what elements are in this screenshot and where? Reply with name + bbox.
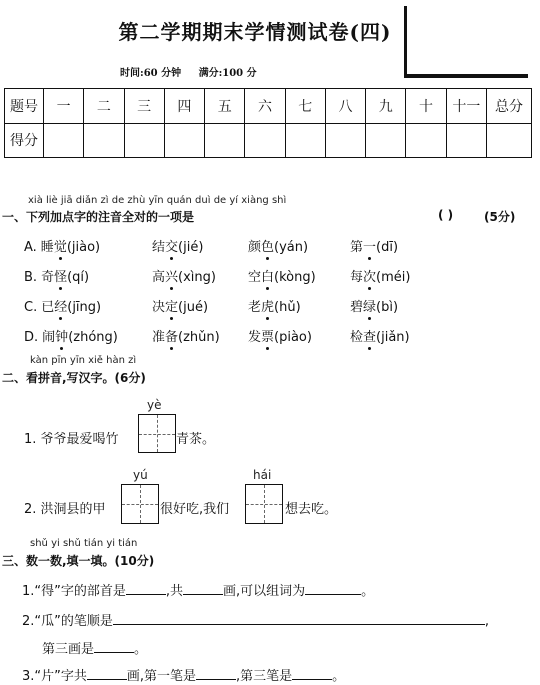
s3-q3-text-d: 。 (332, 669, 346, 684)
option-word (24, 326, 118, 345)
score-header-cell: 三 (124, 89, 164, 124)
option-word (152, 236, 203, 255)
option-pinyin: (méi) (376, 270, 411, 285)
section3-pinyin: shǔ yi shǔ tián yi tián (30, 538, 138, 549)
option-dotted-char: 虎 (261, 300, 275, 315)
option-char: 老 (248, 300, 262, 315)
score-table (4, 88, 532, 158)
q2-pinyin-2: hái (253, 468, 272, 482)
option-word (24, 266, 89, 285)
score-input-cell[interactable] (325, 123, 365, 158)
option-pinyin: (jié) (178, 240, 204, 255)
option-word (152, 296, 208, 315)
score-header-cell: 七 (285, 89, 325, 124)
binding-mark-vertical (404, 6, 407, 78)
s3-q3-blank-strokes[interactable] (87, 667, 127, 680)
s3-q2-text-d: 。 (134, 642, 148, 657)
s2-q1-prefix: 1. 爷爷最爱喝竹 (24, 432, 119, 447)
option-char: 奇 (41, 270, 55, 285)
option-word (350, 236, 398, 255)
option-dotted-char: 定 (165, 300, 179, 315)
s3-q1-blank-word[interactable] (305, 582, 361, 595)
section1-pinyin: xià liè jiā diǎn zì de zhù yīn quán duì de yí xiàng shì (28, 195, 287, 206)
option-char: 每 (350, 270, 364, 285)
s2-q1-suffix: 青茶。 (176, 432, 216, 447)
option-char: 高 (152, 270, 166, 285)
option-pinyin: (xìng) (178, 270, 216, 285)
section1-answer-bracket[interactable]: ( ) (438, 208, 454, 222)
score-input-cell[interactable] (406, 123, 446, 158)
score-input-cell[interactable] (44, 123, 84, 158)
option-dotted-char: 色 (261, 240, 275, 255)
section2-title: 二、看拼音,写汉字。(6分) (2, 371, 146, 385)
option-pinyin: (jiào) (66, 240, 101, 255)
q2-pinyin-1: yú (133, 468, 148, 482)
s3-q3-text-c: ,第三笔是 (236, 669, 293, 684)
s3-q2-text-a: 2.“瓜”的笔顺是 (22, 614, 113, 629)
option-word (24, 236, 100, 255)
option-word (248, 236, 308, 255)
option-char: 第 (350, 240, 364, 255)
s3-q3 (22, 665, 345, 684)
s3-q2-text-c: 第三画是 (42, 642, 95, 657)
score-table-score-row (5, 123, 532, 158)
score-header-cell: 六 (245, 89, 285, 124)
option-dotted-char: 备 (165, 330, 179, 345)
option-pinyin: (bì) (376, 300, 399, 315)
option-dotted-char: 白 (261, 270, 275, 285)
option-char: 闹 (42, 330, 56, 345)
option-char: 决 (152, 300, 166, 315)
option-dotted-char: 交 (165, 240, 179, 255)
option-word (350, 326, 410, 345)
option-char: 颜 (248, 240, 262, 255)
s3-q2-blank-third-stroke[interactable] (94, 640, 134, 653)
option-word (152, 326, 220, 345)
score-table-header-row (5, 89, 532, 124)
score-header-cell: 九 (366, 89, 406, 124)
option-pinyin: (dī) (376, 240, 399, 255)
s3-q2-blank-stroke-order[interactable] (113, 612, 485, 625)
score-header-cell: 四 (164, 89, 204, 124)
s3-q2-line2 (42, 638, 147, 657)
time-limit: 时间:60 分钟 (120, 68, 182, 79)
option-dotted-char: 票 (261, 330, 275, 345)
score-header-cell: 五 (205, 89, 245, 124)
score-input-cell[interactable] (164, 123, 204, 158)
option-word (248, 266, 316, 285)
option-dotted-char: 钟 (55, 330, 69, 345)
option-pinyin: (zhóng) (68, 330, 118, 345)
option-word (248, 296, 301, 315)
option-word (350, 296, 398, 315)
option-letter[interactable]: D. (24, 330, 39, 345)
s3-q1-text-b: ,共 (165, 584, 184, 599)
section2-pinyin: kàn pīn yīn xiě hàn zì (30, 355, 137, 366)
section1-points: (5分) (484, 210, 516, 224)
option-pinyin: (qí) (67, 270, 90, 285)
score-input-cell[interactable] (366, 123, 406, 158)
option-char: 检 (350, 330, 364, 345)
writing-box-hai[interactable] (245, 484, 283, 524)
score-input-cell[interactable] (124, 123, 164, 158)
option-dotted-char: 觉 (53, 240, 67, 255)
score-input-cell[interactable] (285, 123, 325, 158)
score-header-cell: 总分 (487, 89, 532, 124)
writing-box-yu[interactable] (121, 484, 159, 524)
s3-q3-blank-third-stroke[interactable] (292, 667, 332, 680)
option-letter[interactable]: A. (24, 240, 37, 255)
option-char: 结 (152, 240, 166, 255)
s2-q2-prefix: 2. 洪洞县的甲 (24, 502, 106, 517)
score-row-label: 得分 (5, 123, 44, 158)
option-char: 睡 (40, 240, 54, 255)
option-letter[interactable]: C. (24, 300, 38, 315)
option-pinyin: (jué) (178, 300, 209, 315)
score-input-cell[interactable] (245, 123, 285, 158)
writing-box-ye[interactable] (138, 414, 176, 453)
q1-pinyin: yè (147, 398, 162, 412)
s3-q1-blank-strokes[interactable] (183, 582, 223, 595)
option-char: 空 (248, 270, 262, 285)
option-pinyin: (hǔ) (274, 300, 301, 315)
option-dotted-char: 次 (363, 270, 377, 285)
score-input-cell[interactable] (487, 123, 532, 158)
s3-q2 (22, 610, 489, 629)
s3-q1-text-d: 。 (361, 584, 375, 599)
score-header-cell: 十 (406, 89, 446, 124)
option-dotted-char: 绿 (363, 300, 377, 315)
page-title: 第二学期期末学情测试卷(四) (118, 20, 392, 44)
binding-mark-horizontal (404, 74, 528, 78)
s3-q3-text-a: 3.“片”字共 (22, 669, 87, 684)
s3-q3-blank-first-stroke[interactable] (196, 667, 236, 680)
option-pinyin: (zhǔn) (178, 330, 220, 345)
option-letter[interactable]: B. (24, 270, 38, 285)
option-pinyin: (piào) (274, 330, 312, 345)
option-char: 准 (152, 330, 166, 345)
s3-q1 (22, 580, 374, 599)
option-word (24, 296, 101, 315)
score-input-cell[interactable] (205, 123, 245, 158)
score-header-cell: 一 (44, 89, 84, 124)
exam-meta (120, 64, 271, 79)
section3-title: 三、数一数,填一填。(10分) (2, 554, 155, 568)
option-word (152, 266, 216, 285)
option-dotted-char: 查 (363, 330, 377, 345)
option-word (248, 326, 312, 345)
option-word (350, 266, 410, 285)
option-char: 已 (41, 300, 55, 315)
score-input-cell[interactable] (84, 123, 124, 158)
s3-q2-text-b: , (484, 614, 490, 629)
s3-q1-text-c: 画,可以组词为 (223, 584, 306, 599)
s2-q2-suffix: 想去吃。 (285, 502, 338, 517)
option-pinyin: (jiǎn) (376, 330, 410, 345)
score-header-cell: 十一 (446, 89, 486, 124)
option-pinyin: (jīng) (67, 300, 102, 315)
s2-q2-middle: 很好吃,我们 (160, 502, 230, 517)
option-dotted-char: 经 (54, 300, 68, 315)
option-dotted-char: 一 (363, 240, 377, 255)
score-header-cell: 题号 (5, 89, 44, 124)
score-input-cell[interactable] (446, 123, 486, 158)
s3-q1-blank-radical[interactable] (126, 582, 166, 595)
s3-q1-text-a: 1.“得”字的部首是 (22, 584, 126, 599)
s3-q3-text-b: 画,第一笔是 (126, 669, 197, 684)
score-header-cell: 二 (84, 89, 124, 124)
full-score: 满分:100 分 (198, 68, 257, 79)
score-header-cell: 八 (325, 89, 365, 124)
option-dotted-char: 兴 (165, 270, 179, 285)
option-pinyin: (kòng) (274, 270, 316, 285)
option-pinyin: (yán) (274, 240, 309, 255)
option-char: 发 (248, 330, 262, 345)
section1-title: 一、下列加点字的注音全对的一项是 (2, 210, 195, 224)
option-char: 碧 (350, 300, 364, 315)
option-dotted-char: 怪 (54, 270, 68, 285)
